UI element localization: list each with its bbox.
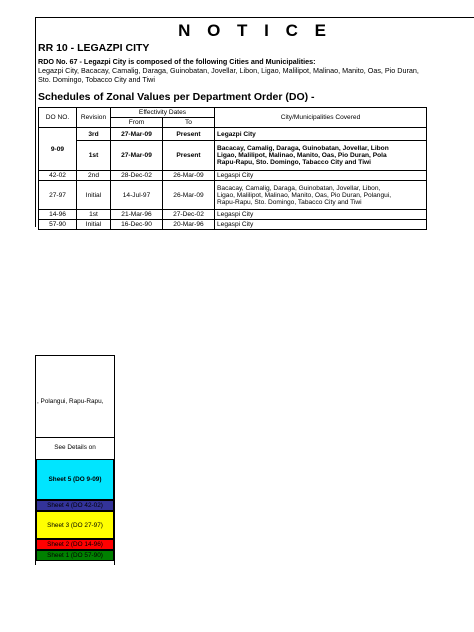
do-cell: 27-97 bbox=[39, 181, 77, 210]
table-row bbox=[39, 210, 427, 220]
to-cell: Present bbox=[163, 141, 215, 171]
to-cell: Present bbox=[163, 128, 215, 141]
schedule-title: Schedules of Zonal Values per Department Order (DO) - bbox=[38, 91, 315, 103]
do-cell: 42-02 bbox=[39, 171, 77, 181]
cities-cell-line: Bacacay, Camalig, Daraga, Guinobatan, Jovellar, Libon bbox=[217, 145, 389, 152]
header-from: From bbox=[111, 118, 163, 128]
notice-title: N O T I C E bbox=[178, 21, 332, 40]
from-cell: 14-Jul-97 bbox=[111, 181, 163, 210]
header-do-no: DO NO. bbox=[39, 108, 77, 128]
cities-cell: Legazpi City bbox=[215, 128, 427, 141]
regional-label: RR 10 - LEGAZPI CITY bbox=[38, 42, 150, 54]
revision-cell: Initial bbox=[77, 181, 111, 210]
cities-line: Sto. Domingo, Tobacco City and Tiwi bbox=[38, 75, 155, 84]
cities-cell-line: Bacacay, Camalig, Daraga, Guinobatan, Jovellar, Libon, bbox=[217, 184, 381, 192]
sheet-link-3[interactable] bbox=[36, 511, 114, 539]
cities-cell-line: Ligao, Malilipot, Malinao, Manito, Oas, Pio Duran, Polangui, bbox=[217, 191, 392, 199]
do-cell: 9-09 bbox=[39, 128, 77, 171]
cities-cell bbox=[215, 181, 427, 210]
panel-top-border bbox=[35, 355, 115, 356]
from-cell: 28-Dec-02 bbox=[111, 171, 163, 181]
cities-text bbox=[38, 66, 419, 84]
to-cell: 26-Mar-09 bbox=[163, 181, 215, 210]
table-row bbox=[39, 181, 427, 210]
to-cell: 26-Mar-09 bbox=[163, 171, 215, 181]
header-to: To bbox=[163, 118, 215, 128]
header-effectivity: Effectivity Dates bbox=[111, 108, 215, 118]
cities-cell-line: Ligao, Malilipot, Malinao, Manito, Oas, Pio Duran, Pola bbox=[217, 152, 387, 159]
sheet-link-label: Sheet 3 (DO 27-97) bbox=[47, 521, 103, 529]
sheet-link-label: Sheet 4 (DO 42-02) bbox=[47, 502, 103, 509]
to-cell: 20-Mar-96 bbox=[163, 220, 215, 230]
revision-cell: Initial bbox=[77, 220, 111, 230]
cities-cell bbox=[215, 141, 427, 171]
do-cell: 14-96 bbox=[39, 210, 77, 220]
see-details-label: See Details on bbox=[54, 444, 96, 451]
to-cell: 27-Dec-02 bbox=[163, 210, 215, 220]
sheet-link-2[interactable] bbox=[36, 539, 114, 550]
header-revision: Revision bbox=[77, 108, 111, 128]
zonal-values-table bbox=[38, 107, 427, 230]
panel-divider bbox=[35, 437, 115, 438]
cities-cell: Legaspi City bbox=[215, 210, 427, 220]
from-cell: 21-Mar-96 bbox=[111, 210, 163, 220]
sheet-link-label: Sheet 1 (DO 57-90) bbox=[47, 552, 103, 559]
revision-cell: 2nd bbox=[77, 171, 111, 181]
do-cell: 57-90 bbox=[39, 220, 77, 230]
cities-line: Legazpi City, Bacacay, Camalig, Daraga, Guinobatan, Jovellar, Libon, Ligao, Malilipot, Malinao, Manito, Oas, Pio Duran, bbox=[38, 66, 419, 75]
table-row bbox=[39, 128, 427, 141]
cities-cell: Legaspi City bbox=[215, 220, 427, 230]
rdo-label: RDO No. 67 - Legazpi City is composed of the following Cities and Municipalities: bbox=[38, 57, 316, 66]
sheet-link-4[interactable] bbox=[36, 500, 114, 511]
cities-cell-line: Rapu-Rapu, Sto. Domingo, Tabacco City and Tiwi bbox=[217, 159, 371, 166]
table-row bbox=[39, 171, 427, 181]
continuation-text: , Polangui, Rapu-Rapu, bbox=[37, 398, 104, 405]
cities-cell: Legaspi City bbox=[215, 171, 427, 181]
revision-cell: 1st bbox=[77, 210, 111, 220]
table-row bbox=[39, 220, 427, 230]
header-cities: City/Municipalities Covered bbox=[215, 108, 427, 128]
sheet-link-label: Sheet 2 (DO 14-96) bbox=[47, 541, 103, 548]
from-cell: 27-Mar-09 bbox=[111, 141, 163, 171]
sheet-link-1[interactable] bbox=[36, 550, 114, 561]
cities-cell-line: Rapu-Rapu, Sto. Domingo, Tabacco City and Tiwi bbox=[217, 198, 362, 206]
from-cell: 16-Dec-90 bbox=[111, 220, 163, 230]
revision-cell: 1st bbox=[77, 141, 111, 171]
table-row bbox=[39, 141, 427, 171]
sheet-link-5[interactable] bbox=[36, 459, 114, 500]
sheet-link-label: Sheet 5 (DO 9-09) bbox=[48, 476, 102, 483]
notice-sheet bbox=[35, 17, 474, 227]
revision-cell: 3rd bbox=[77, 128, 111, 141]
from-cell: 27-Mar-09 bbox=[111, 128, 163, 141]
